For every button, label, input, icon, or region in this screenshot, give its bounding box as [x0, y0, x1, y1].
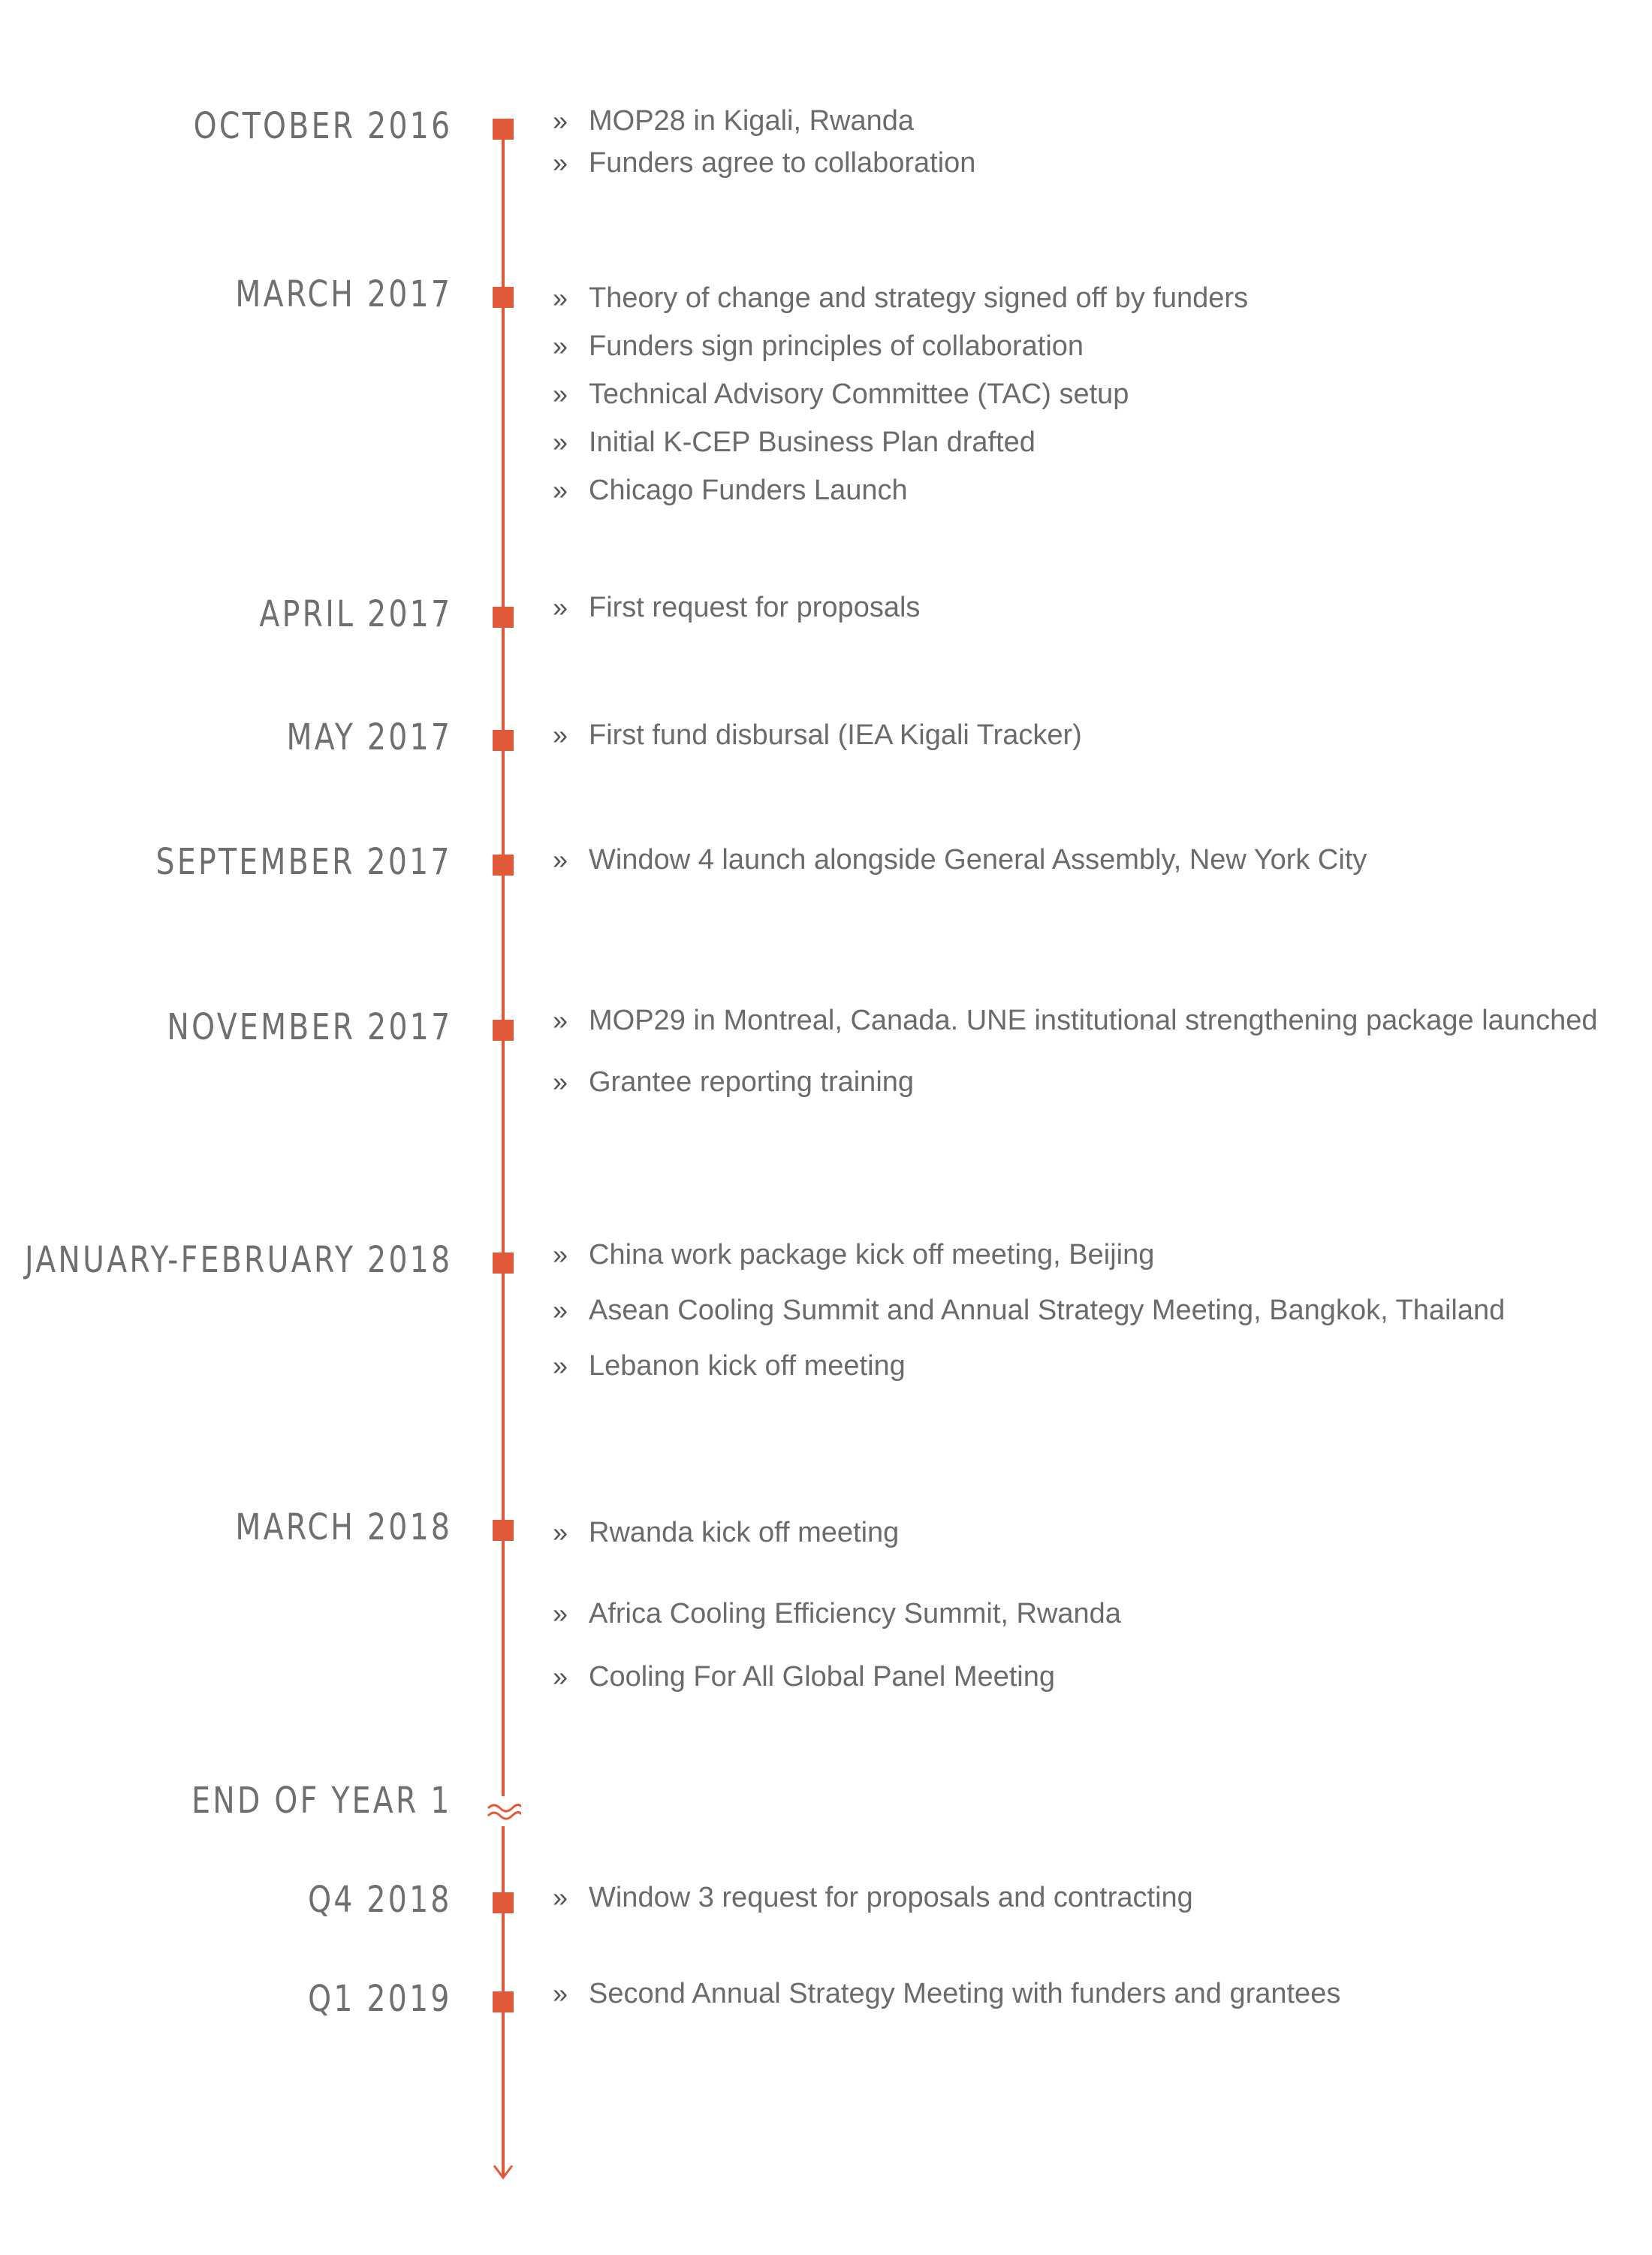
square-marker-icon	[493, 1020, 514, 1041]
event-date: OCTOBER 2016	[193, 105, 452, 147]
timeline-axis-line	[502, 129, 505, 2176]
bullet-icon: »	[553, 330, 568, 361]
bullet-icon: »	[553, 1066, 568, 1097]
event-item-text: First request for proposals	[589, 592, 921, 623]
event-item-text: MOP29 in Montreal, Canada. UNE institutional strengthening package launched	[589, 1005, 1598, 1036]
event-item	[553, 147, 975, 179]
bullet-icon: »	[553, 1517, 568, 1548]
square-marker-icon	[493, 119, 514, 140]
square-marker-icon	[493, 855, 514, 876]
bullet-icon: »	[553, 1661, 568, 1692]
bullet-icon: »	[553, 1350, 568, 1381]
square-marker-icon	[493, 1991, 514, 2012]
event-item-text: Window 4 launch alongside General Assembly, New York City	[589, 844, 1367, 876]
event-item-text: Theory of change and strategy signed off by funders	[589, 282, 1249, 314]
event-item	[553, 1005, 1597, 1037]
event-item	[553, 330, 1084, 363]
event-item	[553, 1350, 906, 1382]
event-item-text: Second Annual Strategy Meeting with funders and grantees	[589, 1978, 1341, 2009]
event-item	[553, 844, 1367, 876]
event-item	[553, 1598, 1121, 1630]
square-marker-icon	[493, 1253, 514, 1274]
event-date: Q1 2019	[308, 1978, 452, 2020]
event-item	[553, 1978, 1340, 2010]
event-item-text: Cooling For All Global Panel Meeting	[589, 1661, 1056, 1693]
event-item	[553, 1066, 914, 1099]
event-item-text: Technical Advisory Committee (TAC) setup	[589, 378, 1129, 410]
event-item	[553, 719, 1082, 752]
event-item	[553, 475, 908, 507]
bullet-icon: »	[553, 427, 568, 457]
bullet-icon: »	[553, 719, 568, 750]
event-item-text: Lebanon kick off meeting	[589, 1350, 906, 1382]
event-date: APRIL 2017	[258, 593, 452, 635]
event-item-text: Rwanda kick off meeting	[589, 1517, 900, 1548]
square-marker-icon	[493, 1520, 514, 1541]
event-date: MARCH 2018	[235, 1506, 452, 1548]
bullet-icon: »	[553, 1005, 568, 1036]
event-item-text: Asean Cooling Summit and Annual Strategy Meeting, Bangkok, Thailand	[589, 1295, 1506, 1326]
event-date: MARCH 2017	[235, 273, 452, 315]
square-marker-icon	[493, 287, 514, 308]
event-item	[553, 1295, 1505, 1327]
bullet-icon: »	[553, 844, 568, 875]
event-date: Q4 2018	[308, 1879, 452, 1921]
bullet-icon: »	[553, 105, 568, 136]
event-item-text: Africa Cooling Efficiency Summit, Rwanda	[589, 1598, 1121, 1629]
event-date: END OF YEAR 1	[191, 1780, 452, 1822]
square-marker-icon	[493, 1892, 514, 1913]
event-item-text: Funders agree to collaboration	[589, 147, 976, 179]
wavy-break-icon	[485, 1796, 521, 1826]
bullet-icon: »	[553, 592, 568, 623]
event-item	[553, 1882, 1193, 1914]
bullet-icon: »	[553, 1598, 568, 1629]
event-item	[553, 1239, 1154, 1271]
bullet-icon: »	[553, 475, 568, 505]
bullet-icon: »	[553, 378, 568, 409]
event-item-text: MOP28 in Kigali, Rwanda	[589, 105, 914, 137]
event-date: MAY 2017	[286, 716, 452, 758]
event-item-text: China work package kick off meeting, Beijing	[589, 1239, 1155, 1271]
event-date: SEPTEMBER 2017	[155, 841, 452, 883]
bullet-icon: »	[553, 1295, 568, 1325]
event-date: JANUARY-FEBRUARY 2018	[24, 1239, 452, 1281]
square-marker-icon	[493, 730, 514, 751]
event-item	[553, 1661, 1055, 1693]
bullet-icon: »	[553, 282, 568, 313]
event-item	[553, 282, 1248, 315]
event-item	[553, 105, 914, 137]
event-item-text: Window 3 request for proposals and contracting	[589, 1882, 1193, 1913]
event-item-text: Initial K-CEP Business Plan drafted	[589, 427, 1036, 458]
bullet-icon: »	[553, 1978, 568, 2009]
event-item-text: First fund disbursal (IEA Kigali Tracker)	[589, 719, 1082, 751]
event-date: NOVEMBER 2017	[166, 1006, 452, 1048]
arrow-down-icon	[491, 2151, 515, 2181]
square-marker-icon	[493, 607, 514, 628]
event-item	[553, 378, 1129, 411]
bullet-icon: »	[553, 1882, 568, 1913]
bullet-icon: »	[553, 147, 568, 178]
event-item	[553, 1517, 899, 1549]
bullet-icon: »	[553, 1239, 568, 1270]
event-item	[553, 592, 920, 624]
event-item-text: Chicago Funders Launch	[589, 475, 908, 506]
event-item-text: Funders sign principles of collaboration	[589, 330, 1084, 362]
event-item-text: Grantee reporting training	[589, 1066, 915, 1098]
event-item	[553, 427, 1036, 459]
